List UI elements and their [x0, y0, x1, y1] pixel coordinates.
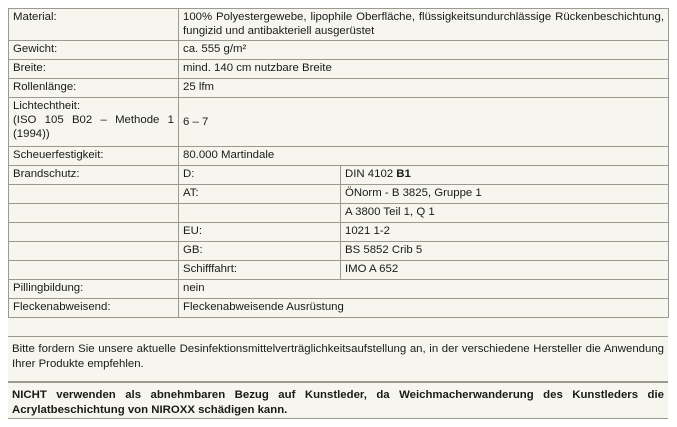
label-rollenlaenge: Rollenlänge:	[9, 79, 179, 98]
label-lichtechtheit	[9, 98, 179, 147]
norm-at-1: ÖNorm - B 3825, Gruppe 1	[341, 185, 669, 204]
row-brandschutz-schifffahrt	[9, 261, 669, 280]
value-fleckenabweisend: Fleckenabweisende Ausrüstung	[179, 299, 669, 318]
value-scheuerfestigkeit: 80.000 Martindale	[179, 147, 669, 166]
country-d: D:	[179, 166, 341, 185]
norm-eu: 1021 1-2	[341, 223, 669, 242]
empty-cell	[179, 204, 341, 223]
country-gb: GB:	[179, 242, 341, 261]
value-rollenlaenge: 25 lfm	[179, 79, 669, 98]
country-schifffahrt: Schifffahrt:	[179, 261, 341, 280]
label-gewicht: Gewicht:	[9, 41, 179, 60]
norm-at-2: A 3800 Teil 1, Q 1	[341, 204, 669, 223]
norm-d-class: B1	[396, 168, 411, 180]
label-lichtechtheit-line3: (1994))	[13, 128, 50, 140]
norm-d-prefix: DIN 4102	[345, 168, 397, 180]
value-material: 100% Polyestergewebe, lipophile Oberfläche, flüssigkeitsundurchlässige Rückenbeschichtung, fungizid und antibakteriell ausgerüstet	[179, 9, 669, 41]
note-warnung-kunstleder: NICHT verwenden als abnehmbaren Bezug auf Kunstleder, da Weichmacherwanderung des Kunstleders die Acrylatbeschichtung von NIROXX schädigen kann.	[8, 382, 668, 419]
value-gewicht: ca. 555 g/m²	[179, 41, 669, 60]
value-pillingbildung: nein	[179, 280, 669, 299]
row-gewicht	[9, 41, 669, 60]
label-brandschutz: Brandschutz:	[9, 166, 179, 185]
empty-cell	[9, 204, 179, 223]
row-pillingbildung	[9, 280, 669, 299]
value-breite: mind. 140 cm nutzbare Breite	[179, 60, 669, 79]
row-fleckenabweisend	[9, 299, 669, 318]
row-brandschutz-d	[9, 166, 669, 185]
empty-cell	[9, 223, 179, 242]
label-fleckenabweisend: Fleckenabweisend:	[9, 299, 179, 318]
empty-cell	[9, 261, 179, 280]
row-brandschutz-gb	[9, 242, 669, 261]
label-breite: Breite:	[9, 60, 179, 79]
row-breite	[9, 60, 669, 79]
row-brandschutz-at-2	[9, 204, 669, 223]
row-material	[9, 9, 669, 41]
note-desinfektion: Bitte fordern Sie unsere aktuelle Desinfektionsmittelverträglichkeitsaufstellung an, in der verschiedene Hersteller die Anwendung Ihrer Produkte empfehlen.	[8, 336, 668, 382]
country-at: AT:	[179, 185, 341, 204]
row-brandschutz-eu	[9, 223, 669, 242]
label-material: Material:	[9, 9, 179, 41]
empty-cell	[9, 242, 179, 261]
label-lichtechtheit-line2: (ISO 105 B02 – Methode 1	[13, 114, 174, 126]
label-lichtechtheit-line1: Lichtechtheit:	[13, 100, 81, 112]
row-lichtechtheit	[9, 98, 669, 147]
norm-schifffahrt: IMO A 652	[341, 261, 669, 280]
row-brandschutz-at-1	[9, 185, 669, 204]
norm-d	[341, 166, 669, 185]
spec-table	[8, 8, 669, 318]
product-spec-sheet	[8, 8, 668, 419]
country-eu: EU:	[179, 223, 341, 242]
value-lichtechtheit: 6 – 7	[179, 98, 669, 147]
empty-cell	[9, 185, 179, 204]
norm-gb: BS 5852 Crib 5	[341, 242, 669, 261]
row-scheuerfestigkeit	[9, 147, 669, 166]
label-scheuerfestigkeit: Scheuerfestigkeit:	[9, 147, 179, 166]
row-rollenlaenge	[9, 79, 669, 98]
label-pillingbildung: Pillingbildung:	[9, 280, 179, 299]
